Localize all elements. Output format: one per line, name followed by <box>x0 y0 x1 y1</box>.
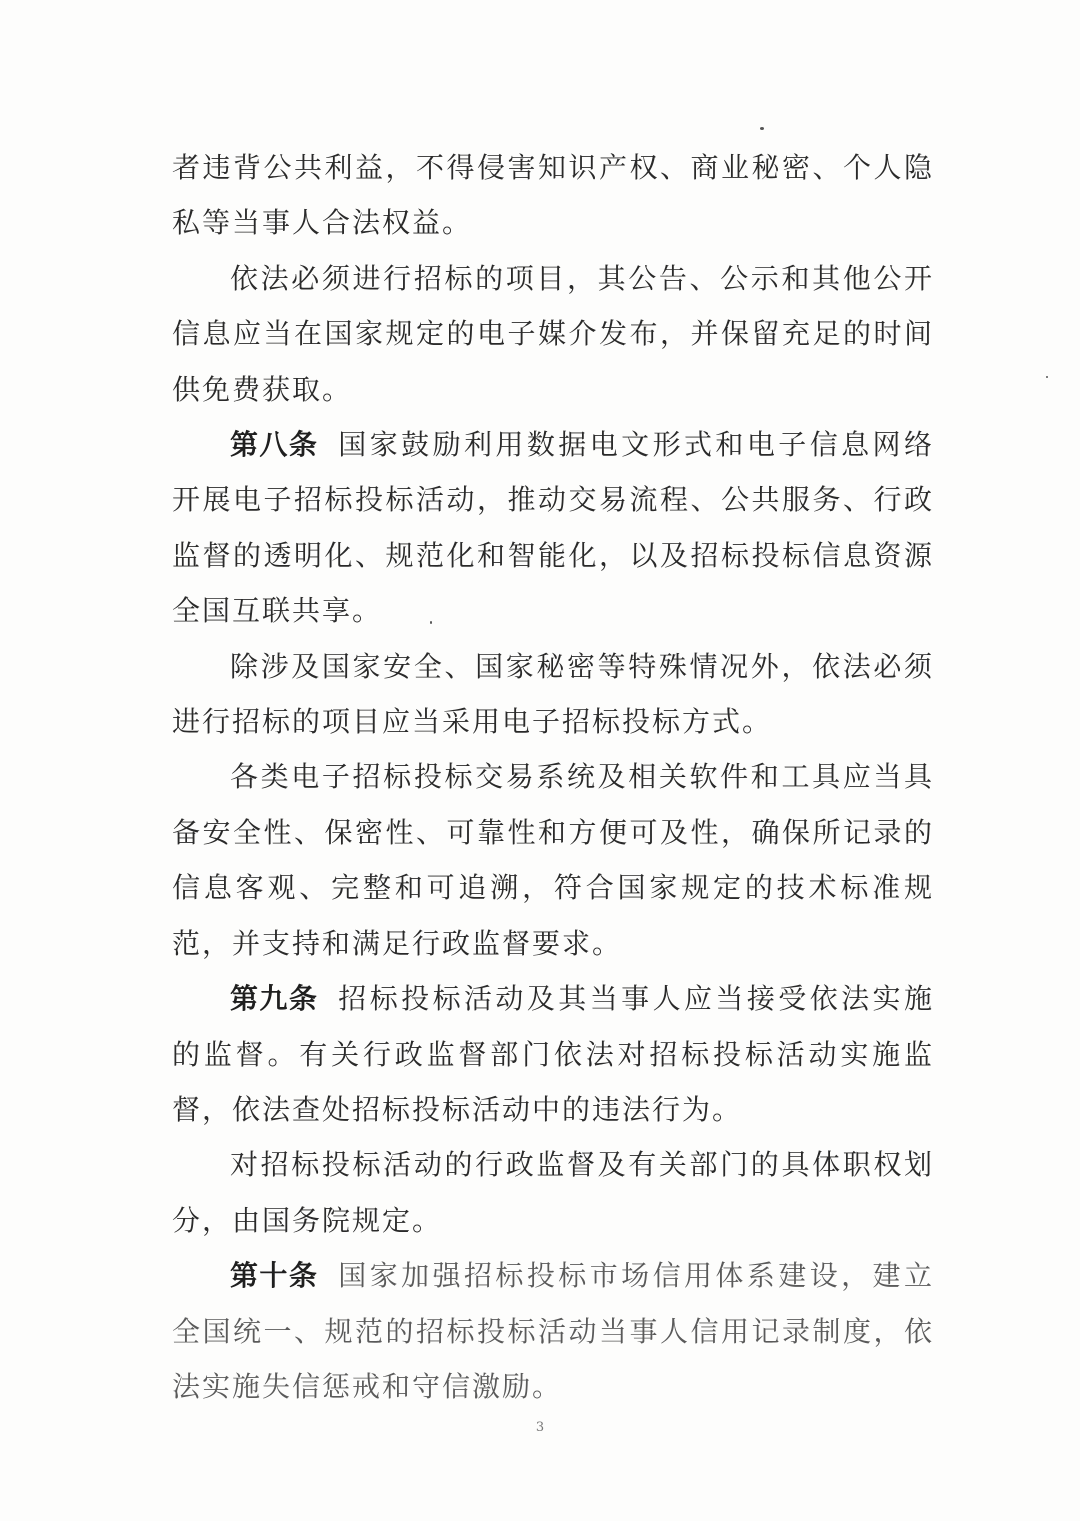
page-number: 3 <box>535 1420 545 1435</box>
body-text <box>172 140 934 1414</box>
paragraph-5 <box>172 749 934 971</box>
paragraph-text: 依法必须进行招标的项目，其公告、公示和其他公开信息应当在国家规定的电子媒介发布，并保留充足的时间供免费获取。 <box>172 261 934 406</box>
paragraph-7 <box>172 1137 934 1248</box>
paragraph-text: 者违背公共利益，不得侵害知识产权、商业秘密、个人隐私等当事人合法权益。 <box>172 151 934 240</box>
paragraph-2 <box>172 251 934 417</box>
paragraph-1 <box>172 140 934 251</box>
paragraph-text: 除涉及国家安全、国家秘密等特殊情况外，依法必须进行招标的项目应当采用电子招标投标方式。 <box>172 649 934 739</box>
scan-speck <box>1046 376 1048 378</box>
scan-speck <box>760 127 764 130</box>
article-10 <box>172 1248 934 1414</box>
paragraph-text: 国家加强招标投标市场信用体系建设，建立全国统一、规范的招标投标活动当事人信用记录制度，依法实施失信惩戒和守信激励。 <box>172 1259 934 1403</box>
article-8 <box>172 417 934 639</box>
article-9 <box>172 971 934 1137</box>
paragraph-text: 招标投标活动及其当事人应当接受依法实施的监督。有关行政监督部门依法对招标投标活动实施监督，依法查处招标投标活动中的违法行为。 <box>172 982 934 1126</box>
paragraph-text: 各类电子招标投标交易系统及相关软件和工具应当具备安全性、保密性、可靠性和方便可及性，确保所记录的信息客观、完整和可追溯，符合国家规定的技术标准规范，并支持和满足行政监督要求。 <box>172 760 934 960</box>
article-label: 第八条 <box>230 428 319 462</box>
paragraph-4 <box>172 639 934 750</box>
paragraph-text: 国家鼓励利用数据电文形式和电子信息网络开展电子招标投标活动，推动交易流程、公共服务、行政监督的透明化、规范化和智能化，以及招标投标信息资源全国互联共享。 <box>172 428 934 628</box>
article-label: 第十条 <box>230 1259 319 1293</box>
article-label: 第九条 <box>230 982 319 1016</box>
paragraph-text: 对招标投标活动的行政监督及有关部门的具体职权划分，由国务院规定。 <box>172 1148 934 1237</box>
